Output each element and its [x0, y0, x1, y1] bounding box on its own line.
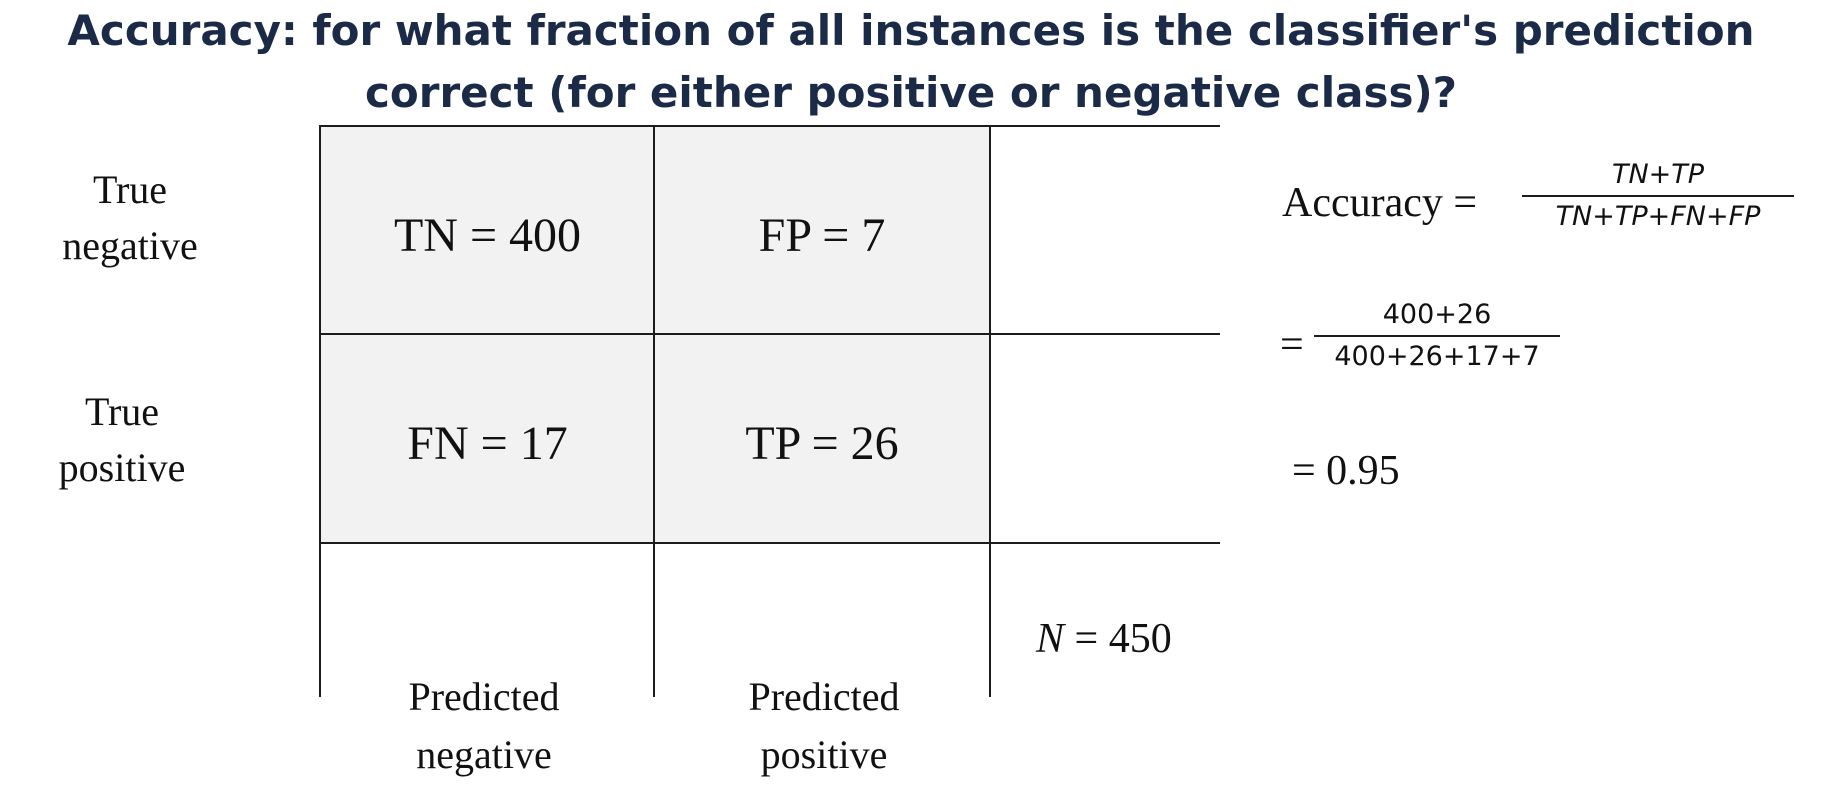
col-label-predicted-negative	[334, 668, 634, 784]
fraction-bar-symbolic	[1522, 195, 1794, 197]
formula-numerator-symbolic: TN+TP	[1611, 159, 1705, 190]
col-label-predicted-negative-line1: Predicted	[408, 674, 560, 719]
col-label-predicted-negative-line2: negative	[416, 732, 552, 777]
grid-line-top	[320, 125, 1220, 127]
formula-denominator-symbolic: TN+TP+FN+FP	[1555, 201, 1761, 232]
row-label-true-negative	[30, 162, 230, 274]
total-count	[1036, 614, 1172, 664]
fraction-bar-numeric	[1314, 335, 1560, 337]
formula-fraction-numeric	[1314, 298, 1560, 374]
cell-fn: FN = 17	[407, 417, 568, 470]
row-label-true-positive-line2: positive	[58, 445, 186, 490]
grid-line-bottom	[320, 542, 1220, 544]
col-label-predicted-positive-line2: positive	[760, 732, 888, 777]
formula-lhs: Accuracy =	[1282, 180, 1478, 226]
title-line-1: Accuracy: for what fraction of all instances is the classifier's prediction	[67, 6, 1755, 55]
col-label-predicted-positive-line1: Predicted	[748, 674, 900, 719]
row-label-true-positive-line1: True	[84, 389, 160, 434]
col-label-predicted-positive	[674, 668, 974, 784]
grid-line-middle	[320, 333, 1220, 335]
formula-numerator-numeric: 400+26	[1382, 299, 1492, 330]
row-label-true-positive	[22, 384, 222, 496]
formula-denominator-numeric: 400+26+17+7	[1334, 341, 1540, 372]
title-line-2: correct (for either positive or negative class)?	[365, 68, 1457, 117]
formula-result: = 0.95	[1292, 448, 1400, 494]
cell-fp: FP = 7	[758, 209, 886, 262]
formula-fraction-symbolic	[1522, 158, 1794, 234]
row-label-true-negative-line1: True	[92, 167, 168, 212]
total-value: = 450	[1064, 616, 1172, 662]
row-label-true-negative-line2: negative	[62, 223, 198, 268]
cell-tp: TP = 26	[745, 417, 899, 470]
cell-tn: TN = 400	[393, 209, 582, 262]
total-variable: N	[1036, 616, 1065, 662]
formula-equals-2: =	[1280, 322, 1304, 368]
